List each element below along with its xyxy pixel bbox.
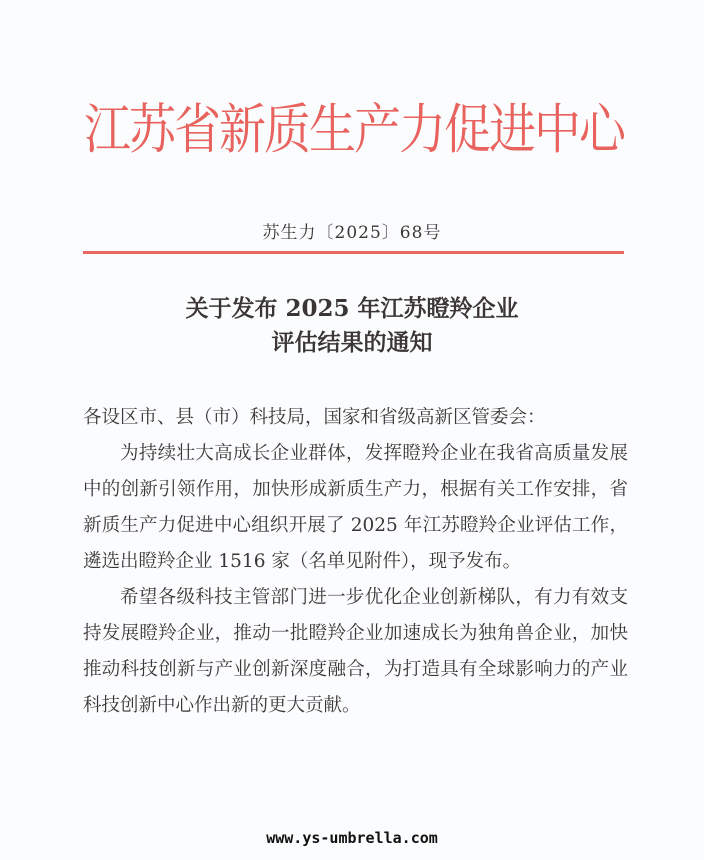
salutation: 各设区市、县（市）科技局，国家和省级高新区管委会：	[83, 407, 546, 428]
organization-masthead: 江苏省新质生产力促进中心	[84, 98, 624, 162]
notice-body	[83, 400, 628, 724]
title-line-2: 评估结果的通知	[271, 329, 433, 356]
red-divider-line	[83, 251, 624, 254]
title-line-1: 关于发布 2025 年江苏瞪羚企业	[185, 295, 519, 322]
website-watermark: www.ys-umbrella.com	[266, 829, 438, 847]
paragraph-announcement: 为持续壮大高成长企业群体，发挥瞪羚企业在我省高质量发展中的创新引领作用，加快形成新质生产力，根据有关工作安排，省新质生产力促进中心组织开展了 2025 年江苏瞪羚企业评估工作，遴选出瞪羚企业 1516 家（名单见附件），现予发布。	[83, 443, 628, 572]
notice-title	[0, 292, 704, 360]
paragraph-expectation: 希望各级科技主管部门进一步优化企业创新梯队，有力有效支持发展瞪羚企业，推动一批瞪羚企业加速成长为独角兽企业，加快推动科技创新与产业创新深度融合，为打造具有全球影响力的产业科技创新中心作出新的更大贡献。	[83, 587, 628, 716]
document-number: 苏生力〔2025〕68号	[262, 223, 442, 243]
